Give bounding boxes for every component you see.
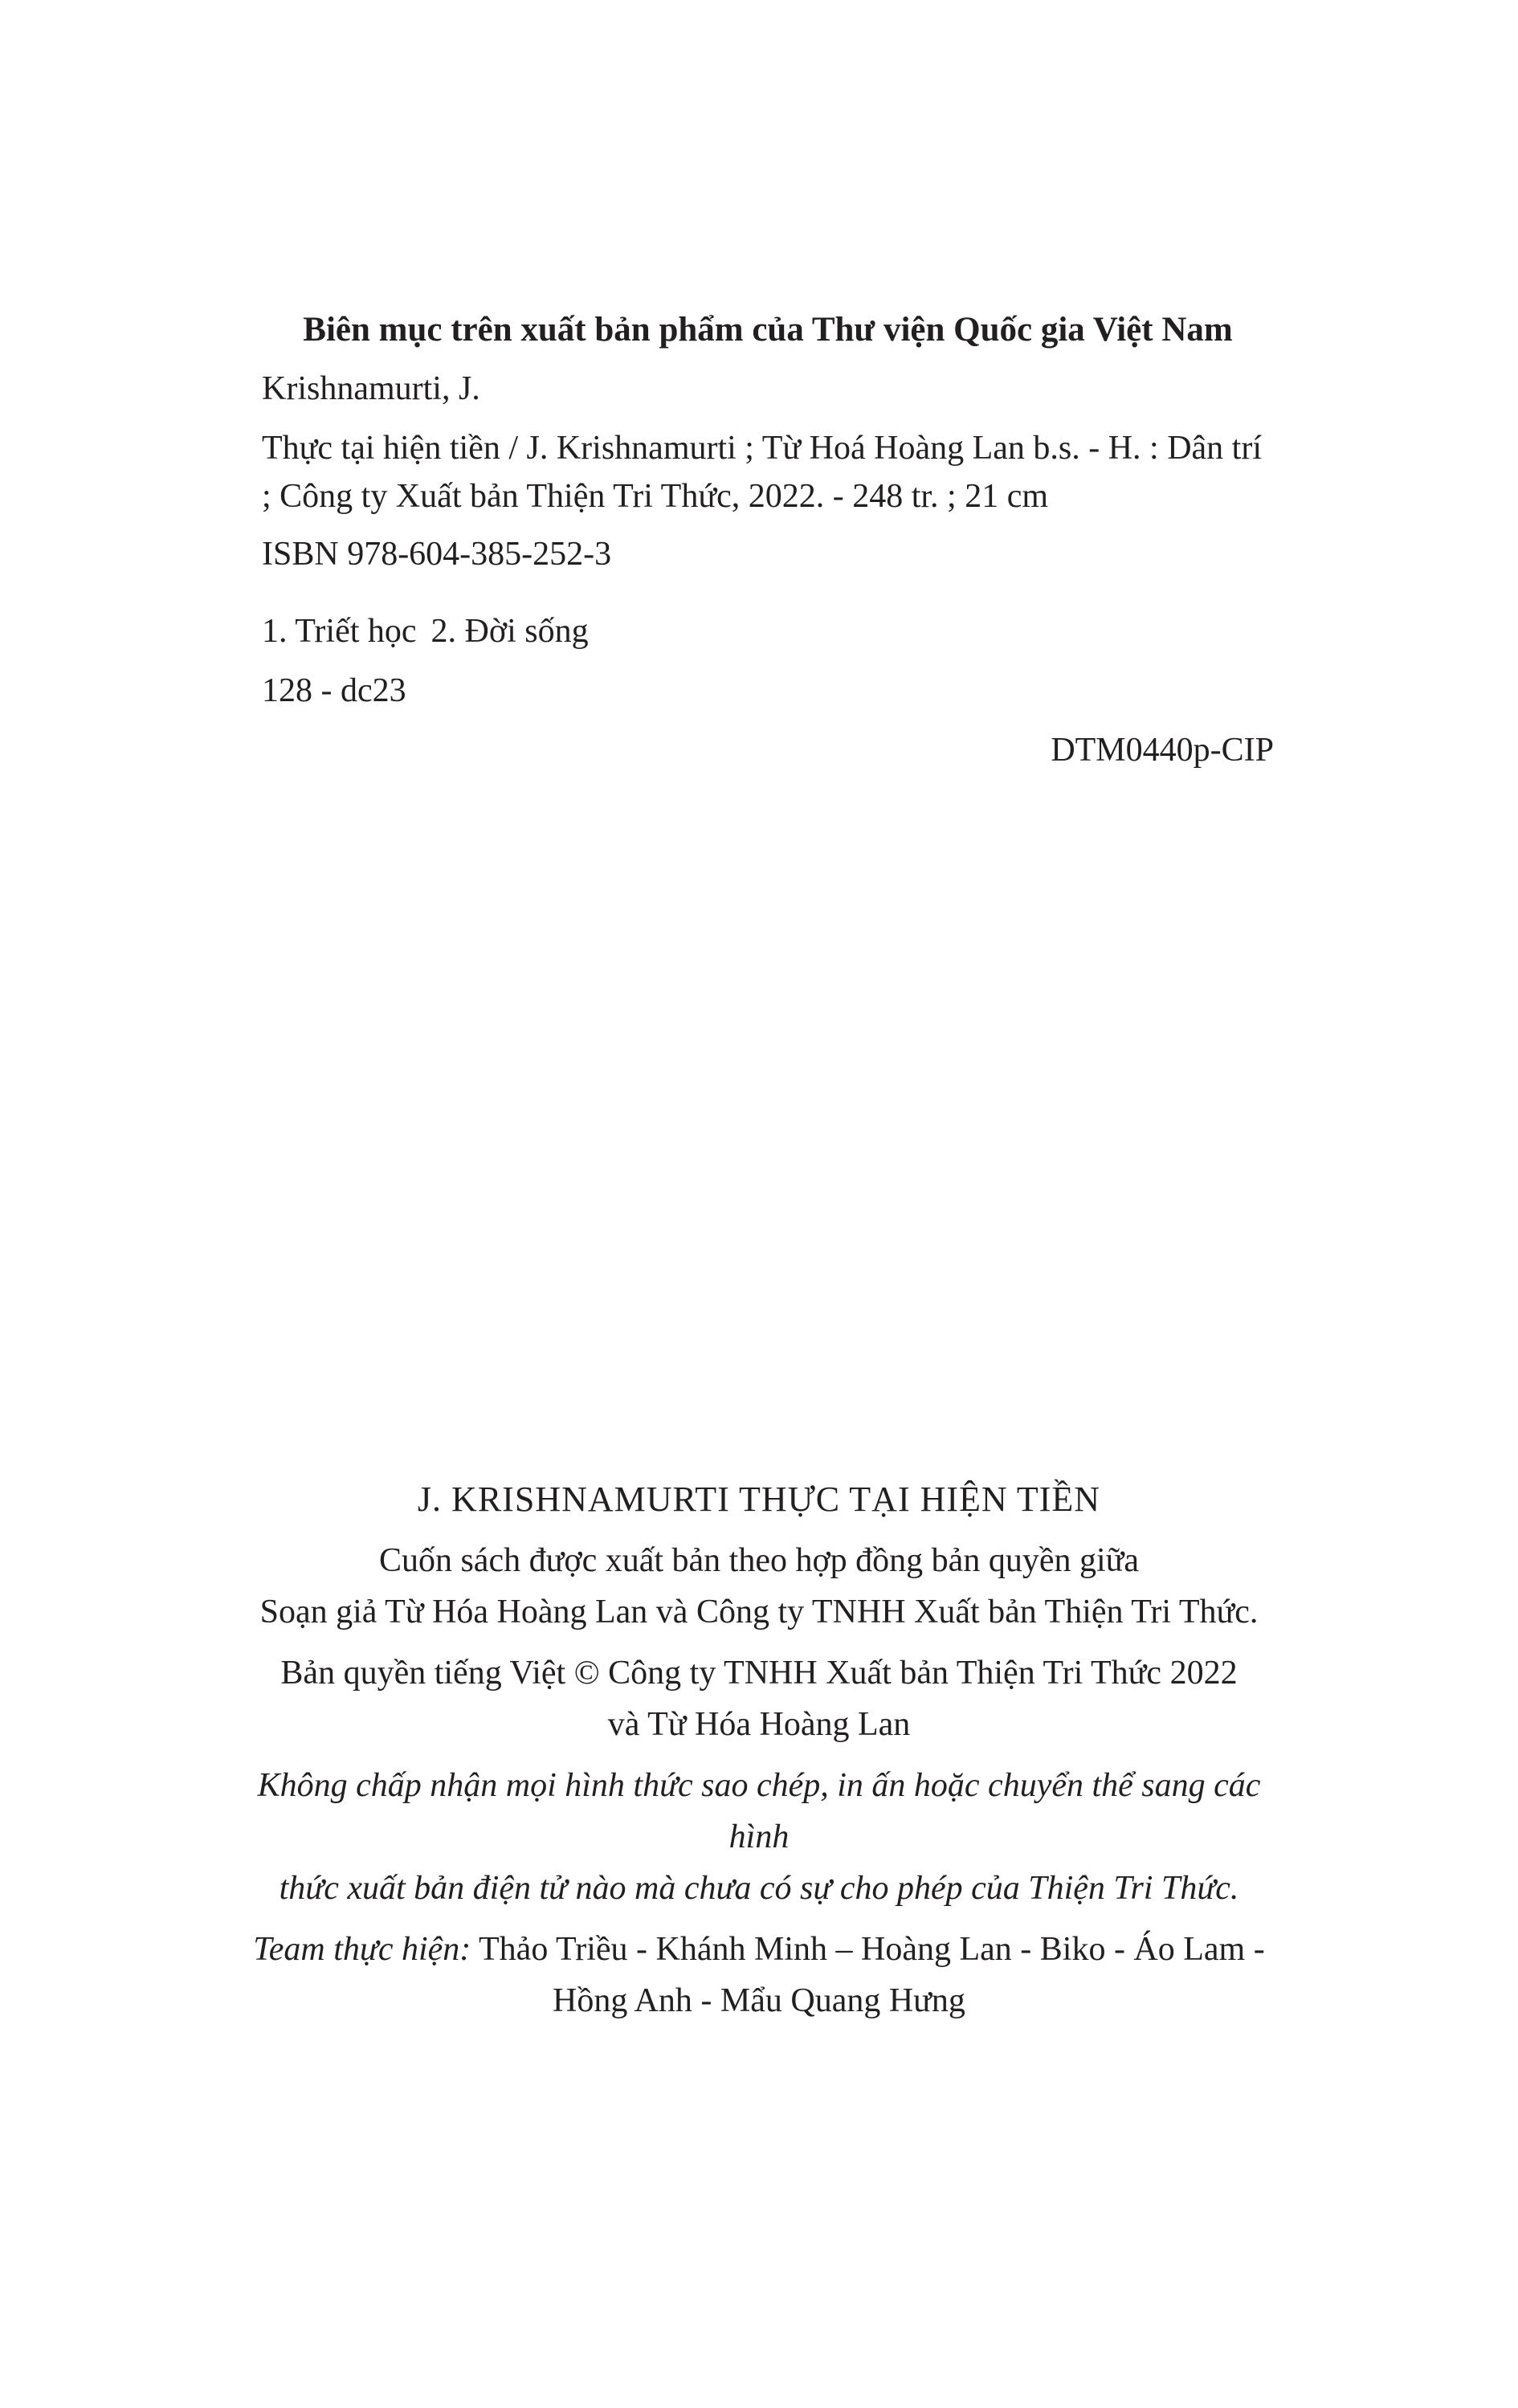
colophon: [241, 1474, 1277, 2026]
team-credits: [241, 1924, 1277, 2026]
agreement-text: [241, 1535, 1277, 1638]
copyright-line: Bản quyền tiếng Việt © Công ty TNHH Xuất bản Thiện Tri Thức 2022: [280, 1655, 1238, 1692]
cip-classification: 128 - dc23: [262, 672, 406, 709]
notice-line: thức xuất bản điện tử nào mà chưa có sự cho phép của Thiện Tri Thức.: [279, 1870, 1239, 1907]
team-members: Thảo Triều - Khánh Minh – Hoàng Lan - Biko - Áo Lam -: [471, 1931, 1265, 1968]
copyright-text: [241, 1647, 1277, 1750]
cip-description: [262, 424, 1274, 520]
cip-description-line: ; Công ty Xuất bản Thiện Tri Thức, 2022. - 248 tr. ; 21 cm: [262, 478, 1049, 515]
cip-record: [262, 305, 1274, 774]
cip-isbn: ISBN 978-604-385-252-3: [262, 536, 612, 573]
copyright-line: và Từ Hóa Hoàng Lan: [607, 1706, 911, 1743]
agreement-line: Soạn giả Từ Hóa Hoàng Lan và Công ty TNHH Xuất bản Thiện Tri Thức.: [259, 1594, 1259, 1631]
agreement-line: Cuốn sách được xuất bản theo hợp đồng bản quyền giữa: [378, 1542, 1140, 1579]
cip-title: Biên mục trên xuất bản phẩm của Thư viện Quốc gia Việt Nam: [303, 311, 1233, 349]
cip-subject: 1. Triết học: [262, 613, 417, 650]
team-line: [241, 1924, 1277, 1975]
cip-subject: 2. Đời sống: [431, 613, 589, 650]
cip-author: Krishnamurti, J.: [262, 370, 480, 407]
team-label: Team thực hiện:: [253, 1931, 471, 1968]
colophon-title: J. KRISHNAMURTI THỰC TẠI HIỆN TIỀN: [417, 1479, 1101, 1519]
reproduction-notice: [241, 1760, 1277, 1914]
cip-code: DTM0440p-CIP: [1051, 732, 1274, 769]
team-line: Hồng Anh - Mẩu Quang Hưng: [553, 1982, 965, 2019]
notice-line: Không chấp nhận mọi hình thức sao chép, in ấn hoặc chuyển thể sang các hình: [257, 1767, 1261, 1855]
cip-description-line: Thực tại hiện tiền / J. Krishnamurti ; Từ Hoá Hoàng Lan b.s. - H. : Dân trí: [262, 430, 1263, 467]
cip-subjects: [262, 607, 1274, 655]
